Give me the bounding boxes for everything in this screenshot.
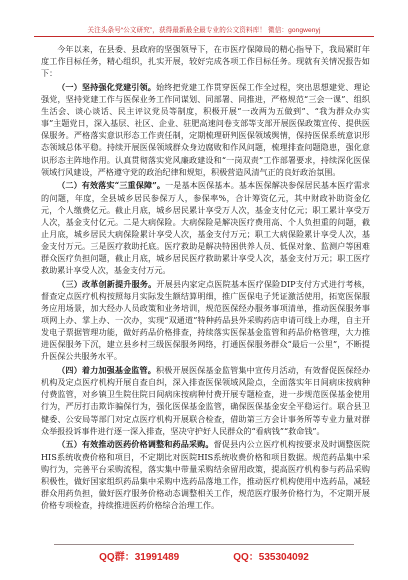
header-divider bbox=[34, 36, 374, 37]
section-heading: （二）有效落实“三重保障”。 bbox=[57, 180, 166, 191]
section-paragraph bbox=[41, 364, 370, 437]
header-banner: 关注头条号“公文研究”，获得最新最全最专业的公文资料库！ 微信：gongwenyj bbox=[87, 27, 321, 34]
section-text: 督促县内公立医疗机构按要求及时调整医院HIS系统收费价格和项目，不定期比对医院HIS系统收费价格和项目数据。规范药品集中采购行为，完善平台采购流程，落实集中带量采购结余留用政策，提高医疗机构参与药品采购积极性，做好国家组织药品集中采购中选药品落地工作，推动医疗机构使用中选药品，减轻群众用药负担，做好医疗服务价格动态调整相关工作，规范医疗服务价格行为，不定期开展价格专项检查，持续推进医药价格综合治理工作。 bbox=[41, 439, 370, 510]
section-text: 开展县内家定点医院基本医疗保险DIP支付方式进行考核，督查定点医疗机构按照每月实际发生额结算明细，推广医保电子凭证激活使用，拓宽医保服务应用场景，加大经办人员政策和业务培训，规范医保经办服务事项清单，推动医保服务事项网上办、掌上办、一次办，实现“双通道”特种药品县外采购药店申请可线上办理，自主开发电子票据管理功能，做好药品价格排查，持续落实医保基金监管和药品价格管理，大力推进医保服务下沉，建立县乡村三级医保服务网络，打通医保服务群众“最后一公里”，不断提升医保公共服务水平。 bbox=[41, 278, 370, 362]
section-heading: （四）着力加强基金监管。 bbox=[57, 365, 157, 376]
footer-qq-group: QQ群：31991489 bbox=[99, 552, 180, 563]
section-paragraph bbox=[41, 179, 370, 276]
section-text: 一是基本医保基本。基本医保解决参保居民基本医疗需求的问题，年度，全县城乡居民参保万人，参保率%，合计筹资亿元，其中财政补助资金亿元，个人缴费亿元。截止月底，城乡居民累计享受万人次，基金支付亿元；职工累计享受万人次，基金支付亿元。二是大病保险。大病保险是解决医疗费用高、个人负担重的问题，截止月底，城乡居民大病保险累计享受人次，基金支付万元；职工大病保险累计享受人次，基金支付万元。三是医疗救助托底。医疗救助是解决特困供养人员、低保对象、监测户等困难群众医疗负担问题，截止月底，城乡居民医疗救助累计享受人次，基金支付万元；职工医疗救助累计享受人次，基金支付万元。 bbox=[41, 180, 370, 276]
section-heading: （三）改革创新提升服务。 bbox=[57, 278, 157, 289]
section-paragraph bbox=[41, 438, 370, 511]
section-heading: （五）有效推动医药价格调整和药品采购。 bbox=[57, 439, 214, 450]
section-text: 始终把党建工作贯穿医保工作全过程，突出思想建党、理论强党，坚持党建工作与医保业务工作同谋划、同部署、同推进，严格规范“三会一课”、组织生活会、谈心谈话、民主评议党员等制度，积极开展“一改两为五做到”、“我为群众办实事”主题党日，深入基层、社区、企业、驻肥高速问卷支部等支部开展医保政策宣传、提供医保服务。严格落实意识形态工作责任制，定期梳理研判医保领域舆情，保持医保系统意识形态领域总体平稳。持续开展医保领域群众身边腐败和作风问题，梳理排查问题隐患，强化意识形态主阵地作用。认真贯彻落实党风廉政建设和“一岗双责”工作部署要求，持续深化医保领域行风建设，严格遵守党的政治纪律和规矩，积极营造风清气正的良好政治氛围。 bbox=[41, 81, 370, 177]
intro-paragraph: 今年以来，在县委、县政府的坚强领导下，在市医疗保障局的精心指导下，我局紧盯年度工作目标任务，精心组织，扎实开展，较好完成各项工作目标任务。现就有关情况报告如下： bbox=[41, 44, 370, 79]
footer-qq: QQ：535304092 bbox=[233, 552, 309, 563]
section-paragraph bbox=[41, 81, 370, 178]
section-paragraph bbox=[41, 278, 370, 363]
section-text: 积极开展医保基金监管集中宣传月活动，有效督促医保经办机构及定点医疗机构开展自查自纠，深入排查医保领域风险点，全面落实年日间病床按病种付费监管，对乡镇卫生院住院日间病床按病种付费开展专题检查，进一步规范医保基金使用行为，严厉打击欺诈骗保行为，强化医保基金监管，确保医保基金安全平稳运行。联合县卫健委、公安局等部门对定点医疗机构开展联合检查，借助第三方会计事务所等专业力量对群众举报投诉事件进行逐一深入排查，坚决守护好人民群众的“看病钱”“救命钱”。 bbox=[41, 365, 370, 436]
footer-divider bbox=[54, 544, 354, 545]
footer bbox=[0, 548, 408, 563]
document-body bbox=[41, 43, 370, 513]
section-heading: （一）坚持强化党建引领。 bbox=[57, 81, 157, 92]
